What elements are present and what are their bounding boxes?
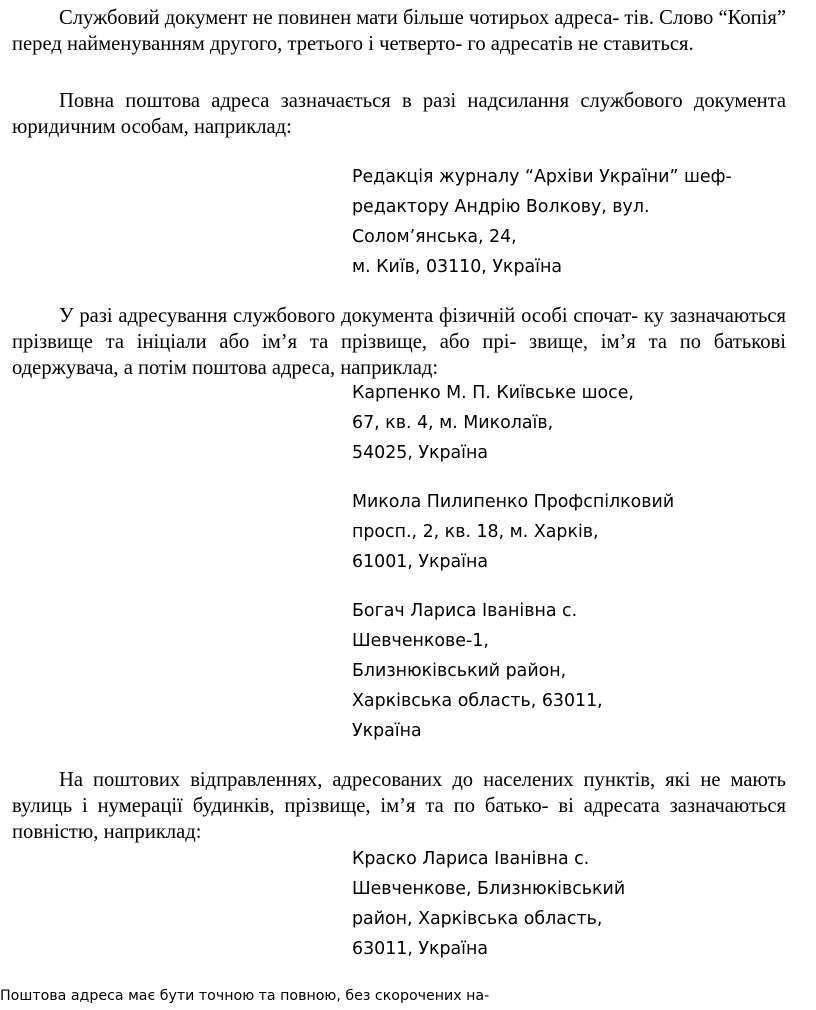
footer-line: Поштова адреса має бути точною та повною, без скорочених на- bbox=[0, 988, 490, 1004]
address-line: Україна bbox=[352, 721, 422, 741]
address-line: редактору Андрію Волкову, вул. bbox=[352, 197, 650, 217]
address-line: Солом’янська, 24, bbox=[352, 227, 517, 247]
address-line: район, Харківська область, bbox=[352, 909, 603, 929]
address-line: Карпенко М. П. Київське шосе, bbox=[352, 383, 634, 403]
address-line: Краско Лариса Іванівна с. bbox=[352, 849, 590, 869]
address-line: 63011, Україна bbox=[352, 939, 489, 959]
address-example-karpenko bbox=[352, 378, 782, 468]
address-line: просп., 2, кв. 18, м. Харків, bbox=[352, 522, 599, 542]
address-line: 54025, Україна bbox=[352, 443, 489, 463]
address-example-bohach bbox=[352, 596, 782, 746]
paragraph-individual: У разі адресування службового документа фізичній особі спочат- ку зазначаються прізвище та ініціали або ім’я та прізвище, або прі- звище, ім’я та по батькові одержувача, а потім поштова адреса, наприклад: bbox=[12, 305, 786, 379]
address-line: 67, кв. 4, м. Миколаїв, bbox=[352, 413, 554, 433]
address-line: Близнюківський район, bbox=[352, 661, 567, 681]
address-line: Шевченкове-1, bbox=[352, 631, 489, 651]
address-example-editorial bbox=[352, 162, 782, 282]
address-example-krasko bbox=[352, 844, 782, 964]
address-line: Харківська область, 63011, bbox=[352, 691, 603, 711]
address-example-pylypenko bbox=[352, 487, 782, 577]
address-line: Шевченкове, Близнюківський bbox=[352, 879, 626, 899]
address-line: м. Київ, 03110, Україна bbox=[352, 257, 562, 277]
paragraph-legal-entity: Повна поштова адреса зазначається в разі надсилання службового документа юридичним особам, наприклад: bbox=[12, 90, 786, 138]
paragraph-address-limit: Службовий документ не повинен мати більше чотирьох адреса- тів. Слово “Копія” перед найменуванням другого, третього і четверто- го адресатів не ставиться. bbox=[12, 7, 786, 55]
address-line: Микола Пилипенко Профспілковий bbox=[352, 492, 675, 512]
paragraph-rural-settlements: На поштових відправленнях, адресованих до населених пунктів, які не мають вулиць і нумерації будинків, прізвище, ім’я та по батько- ві адресата зазначаються повністю, наприклад: bbox=[12, 769, 786, 843]
address-line: Редакція журналу “Архіви України” шеф- bbox=[352, 167, 732, 187]
address-line: 61001, Україна bbox=[352, 552, 489, 572]
address-line: Богач Лариса Іванівна с. bbox=[352, 601, 578, 621]
